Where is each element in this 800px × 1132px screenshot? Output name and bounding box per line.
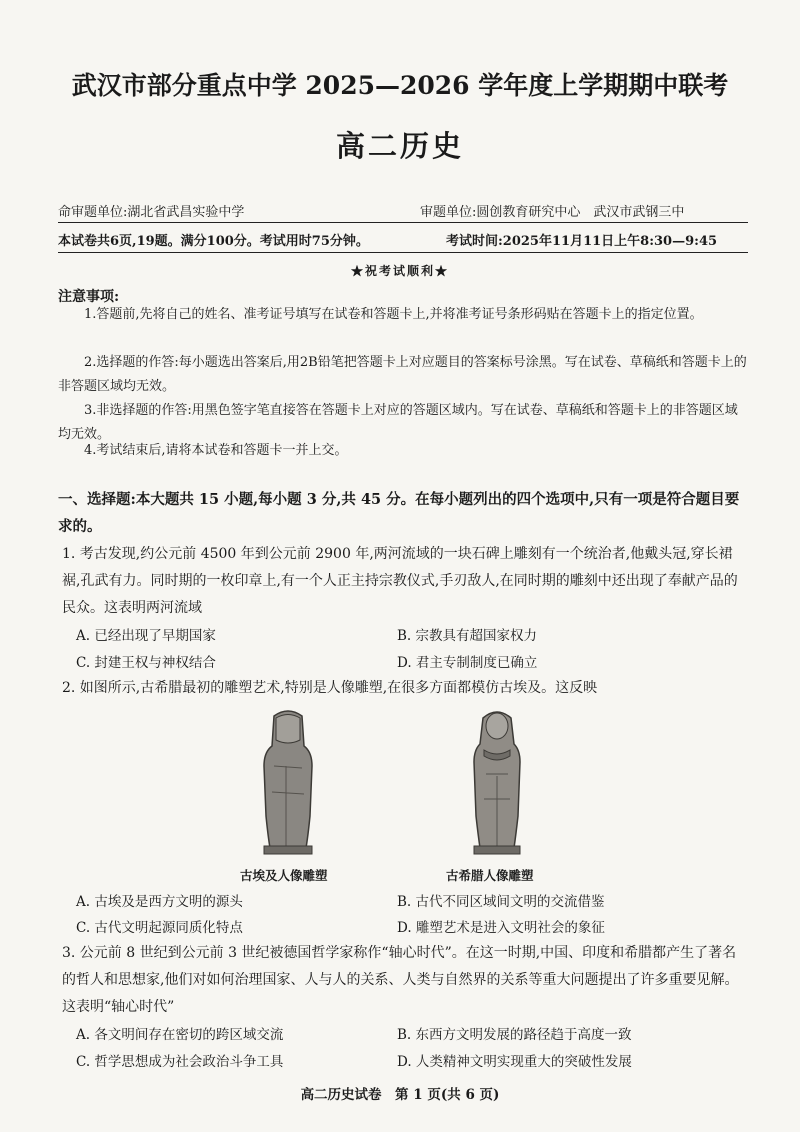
setter-unit: 命审题单位:湖北省武昌实验中学 xyxy=(58,205,245,220)
q3-option-b[interactable]: B. 东西方文明发展的路径趋于高度一致 xyxy=(397,1027,632,1043)
reviewer-unit: 审题单位:圆创教育研究中心 武汉市武钢三中 xyxy=(420,205,685,220)
q3-option-d[interactable]: D. 人类精神文明实现重大的突破性发展 xyxy=(397,1054,632,1070)
q1-option-c[interactable]: C. 封建王权与神权结合 xyxy=(76,655,216,671)
q2-option-b[interactable]: B. 古代不同区域间文明的交流借鉴 xyxy=(397,894,605,910)
notice-item: 1.答题前,先将自己的姓名、准考证号填写在试卷和答题卡上,并将准考证号条形码贴在答题卡上的指定位置。 xyxy=(84,307,703,322)
q1-option-b[interactable]: B. 宗教具有超国家权力 xyxy=(397,628,538,644)
exam-scope: 本试卷共6页,19题。满分100分。考试用时75分钟。 xyxy=(58,234,369,249)
egyptian-statue-image xyxy=(256,706,320,856)
notice-heading: 注意事项: xyxy=(58,289,120,305)
egyptian-statue-caption: 古埃及人像雕塑 xyxy=(240,868,328,883)
q3-option-a[interactable]: A. 各文明间存在密切的跨区域交流 xyxy=(76,1027,284,1043)
q2-option-c[interactable]: C. 古代文明起源同质化特点 xyxy=(76,920,243,936)
greek-statue-caption: 古希腊人像雕塑 xyxy=(446,868,534,883)
q2-option-a[interactable]: A. 古埃及是西方文明的源头 xyxy=(76,894,243,910)
exam-title: 武汉市部分重点中学 2025—2026 学年度上学期期中联考 xyxy=(71,71,729,100)
question-2-stem: 2. 如图所示,古希腊最初的雕塑艺术,特别是人像雕塑,在很多方面都模仿古埃及。这反映 xyxy=(62,680,598,696)
blessing-text: ★祝考试顺利★ xyxy=(350,264,449,278)
section-heading: 一、选择题:本大题共 15 小题,每小题 3 分,共 45 分。在每小题列出的四个选项中,只有一项是符合题目要求的。 xyxy=(58,491,740,535)
notice-item: 2.选择题的作答:每小题选出答案后,用2B铅笔把答题卡上对应题目的答案标号涂黑。写在试卷、草稿纸和答题卡上的非答题区域均无效。 xyxy=(58,355,747,394)
greek-statue-image xyxy=(466,704,528,856)
page-footer: 高二历史试卷 第 1 页(共 6 页) xyxy=(300,1087,500,1103)
notice-item: 3.非选择题的作答:用黑色签字笔直接答在答题卡上对应的答题区域内。写在试卷、草稿纸和答题卡上的非答题区域均无效。 xyxy=(58,403,738,442)
q3-option-c[interactable]: C. 哲学思想成为社会政治斗争工具 xyxy=(76,1054,284,1070)
q1-option-a[interactable]: A. 已经出现了早期国家 xyxy=(76,628,216,644)
question-1-stem: 1. 考古发现,约公元前 4500 年到公元前 2900 年,两河流域的一块石碑上雕刻有一个统治者,他戴头冠,穿长裙裾,孔武有力。同时期的一枚印章上,有一个人正主持宗教仪式,手刃敌人,在同时期的雕刻中还出现了奉献产品的民众。这表明两河流域 xyxy=(62,546,738,616)
divider-top xyxy=(58,222,748,223)
q2-option-d[interactable]: D. 雕塑艺术是进入文明社会的象征 xyxy=(397,920,605,936)
notice-item: 4.考试结束后,请将本试卷和答题卡一并上交。 xyxy=(84,443,348,458)
subject-title: 高二历史 xyxy=(335,129,464,163)
exam-time: 考试时间:2025年11月11日上午8:30—9:45 xyxy=(446,234,718,249)
divider-bottom xyxy=(58,252,748,253)
q1-option-d[interactable]: D. 君主专制制度已确立 xyxy=(397,655,538,671)
question-3-stem: 3. 公元前 8 世纪到公元前 3 世纪被德国哲学家称作“轴心时代”。在这一时期,中国、印度和希腊都产生了著名的哲人和思想家,他们对如何治理国家、人与人的关系、人类与自然界的关系等重大问题提出了许多重要见解。这表明“轴心时代” xyxy=(62,945,739,1015)
